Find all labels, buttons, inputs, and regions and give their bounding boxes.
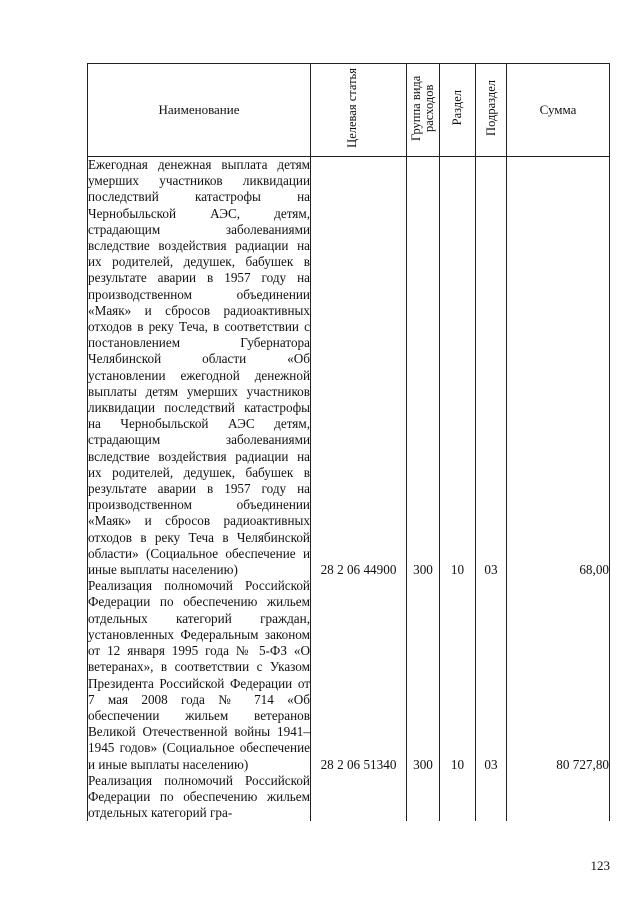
header-target-article: Целевая статья: [311, 64, 407, 157]
table-row: [88, 157, 610, 579]
row-name: Ежегодная денежная выплата детям умерших участников ликвидации последствий катастрофы на Чернобыльской АЭС, детям, страдающим заболеваниями вследствие воздействия радиации на их родителей, дедушек, бабушек в результате аварии в 1957 году на производственном объединении «Маяк» и сбросов радиоактивных отходов в реку Теча, в соответствии с постановлением Губернатора Челябинской области «Об установлении ежегодной денежной выплаты детям умерших участников ликвидации последствий катастрофы на Чернобыльской АЭС детям, страдающим заболеваниями вследствие воздействия радиации на их родителей, дедушек, бабушек в результате аварии в 1957 году на производственном объединении «Маяк» и сбросов радиоактивных отходов в реку Теча в Челябинской области» (Социальное обеспечение и иные выплаты населению): [88, 157, 310, 578]
row-subsection: 03: [476, 578, 507, 772]
row-amount: [507, 773, 610, 822]
budget-table: [87, 63, 610, 821]
row-name: Реализация полномочий Российской Федерации по обеспечению жильем отдельных категорий гра-: [88, 772, 310, 821]
row-expense-group: 300: [407, 157, 440, 579]
table-header-row: [88, 64, 610, 157]
row-amount: 80 727,80: [507, 578, 610, 772]
row-subsection: 03: [476, 157, 507, 579]
row-subsection: [476, 773, 507, 822]
header-name: Наименование: [88, 64, 311, 157]
row-section: 10: [440, 157, 476, 579]
table-row: [88, 773, 610, 822]
header-subsection: Подраздел: [476, 64, 507, 157]
row-expense-group: [407, 773, 440, 822]
header-expense-group: Группа вида расходов: [407, 64, 440, 157]
row-section: [440, 773, 476, 822]
row-section: 10: [440, 578, 476, 772]
table-row: [88, 578, 610, 772]
row-target-article: 28 2 06 44900: [311, 157, 407, 579]
row-target-article: [311, 773, 407, 822]
row-target-article: 28 2 06 51340: [311, 578, 407, 772]
page-number: 123: [590, 858, 610, 873]
row-amount: 68,00: [507, 157, 610, 579]
header-section: Раздел: [440, 64, 476, 157]
header-amount: Сумма: [507, 64, 610, 157]
row-expense-group: 300: [407, 578, 440, 772]
row-name: Реализация полномочий Российской Федерации по обеспечению жильем отдельных категорий граждан, установленных Федеральным законом от 12 января 1995 года № 5-ФЗ «О ветеранах», в соответствии с Указом Президента Российской Федерации от 7 мая 2008 года № 714 «Об обеспечении жильем ветеранов Великой Отечественной войны 1941–1945 годов» (Социальное обеспечение и иные выплаты населению): [88, 578, 310, 772]
